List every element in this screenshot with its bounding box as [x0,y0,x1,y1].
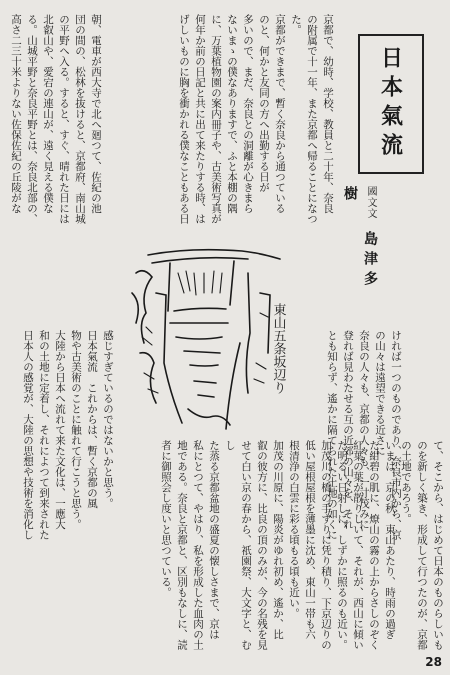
paragraph-line: 登れば見わたせる互の近郊の山々を、それ [342,330,354,530]
title-box [358,34,424,174]
paragraph-line: 加茂川の橋の手すりに凭り積り、下京辺りの [320,440,332,650]
paragraph-line: 高さ二三十米よりない佐保佐紀の丘陵がな [10,14,22,214]
paragraph-line: 紅葉の葉が散りしいて、それが、西山に傾い [352,440,364,650]
paragraph-line: のを新しく築き、形成して行つたのが、京都 [416,440,428,650]
paragraph-line: 京都で、幼時、学校、教員と二十年、奈良 [322,14,334,214]
paragraph-line: 奈良の人々も、京都の人々も、一寸茂みに [358,330,370,530]
paragraph-line: 物や古美術のことに触れて行こうと思う。 [70,330,82,530]
paragraph-line: た明るい日射しに、しずかに照るのも近い。 [336,440,348,650]
paragraph-line: 京都ができまで、暫く奈良から通つている [274,14,286,214]
paragraph-line: いまは、京の秋、東山あたり、時雨の過ぎ [384,440,396,640]
upper-left-text [4,14,104,332]
paragraph-line: て、そこから、はじめて日本のものらしいも [432,440,444,650]
page-number: 28 [425,655,442,669]
paragraph-line: の土地であろう。 [400,440,412,524]
paragraph-line: 多いので、まだ、奈良との洞離が心きまら [242,14,254,214]
paragraph-line: 加茂の川原に、陽炎がゆれ初め、遙か、比 [272,440,284,640]
author-name: 島津多樹 [342,186,378,291]
paragraph-line: ないまゝの僕なありますで、ふと本棚の隅 [226,14,238,214]
paragraph-line: のと、何かと友同の方へ出勤する日が [258,14,270,193]
byline [340,186,380,306]
paragraph-line: 和の土地に定着し、それによつて到来された [38,330,50,540]
paragraph-line: 日本氣流 これからは、暫く京都の風 [86,330,98,509]
lower-center-text [4,330,116,632]
paragraph-line: せて白い京の春から、祇園祭、大文字と、むし [224,440,252,650]
byline-label: 國文文 [365,186,376,219]
paragraph-line: とも知らず、遙かに隔てられた土地の如くに [326,330,338,540]
paragraph-line: 者に御照会し度いと思つている。 [160,440,172,598]
paragraph-line: 何年か前の日記と共に出て来たりする時、は [194,14,206,224]
paragraph-line: た。 [290,14,302,35]
lower-left-text [160,440,446,650]
sketch-inscription: 東山五条坂辺り [270,303,286,394]
paragraph-line: た紺碧の肌に、燎山の霧の上からさしのぞく [368,440,380,650]
paragraph-line: 北叡山や、愛宕の連山が、遠く見える僕な [42,14,54,214]
paragraph-line: の附属で十一年、また京都へ帰ることになつ [306,14,318,224]
article-title: 日本氣流 [377,46,404,162]
paragraph-line: 団の間の、松林を抜けると、京都府、南山城 [74,14,86,224]
paragraph-line: ければ一つのものであり、奈良市内から、京 [390,330,402,540]
paragraph-line: げしいものに胸を衝かれる僕なこともある日 [178,14,190,224]
paragraph-line: 朝、電車が西大寺で北へ廻つて、佐紀の池 [90,14,102,214]
paragraph-line: に、万葉植物園の案内冊子や、古美術写真が [210,14,222,224]
paragraph-line: の山々は遠望できる近さに [374,330,386,456]
street-sketch-illustration [130,233,300,438]
paragraph-line: 地である。奈良と京都と、区別もなしに、読 [176,440,188,650]
paragraph-line: 私にとつて、やはり、私を形成した血肉の土 [192,440,204,650]
paragraph-line: る。山城平野と奈良平野とは、奈良北部の、 [26,14,38,224]
paragraph-line: 低い屋根屋根を薄墨に沈め、東山一帯も六 [304,440,316,640]
paragraph-line: 叡の彼方に、比良の頂のみが、今の名残を見 [256,440,268,650]
paragraph-line: 大陸から日本へ流れて来た文化は、一應大 [54,330,66,530]
paragraph-line: 日本人の感覚が、大陸の思想や技術を消化し [22,330,34,540]
paragraph-line: た蒸る京都盆地の盛夏の懐しさまで、京は [208,440,220,640]
paragraph-line: 根清浄の白雲に彩る頃もる頃も近い。 [288,440,300,619]
paragraph-line: の平野へ入る。すると、すぐ、晴れた日には [58,14,70,224]
paragraph-line: 感じすぎているのではないかと思う。 [102,330,114,509]
